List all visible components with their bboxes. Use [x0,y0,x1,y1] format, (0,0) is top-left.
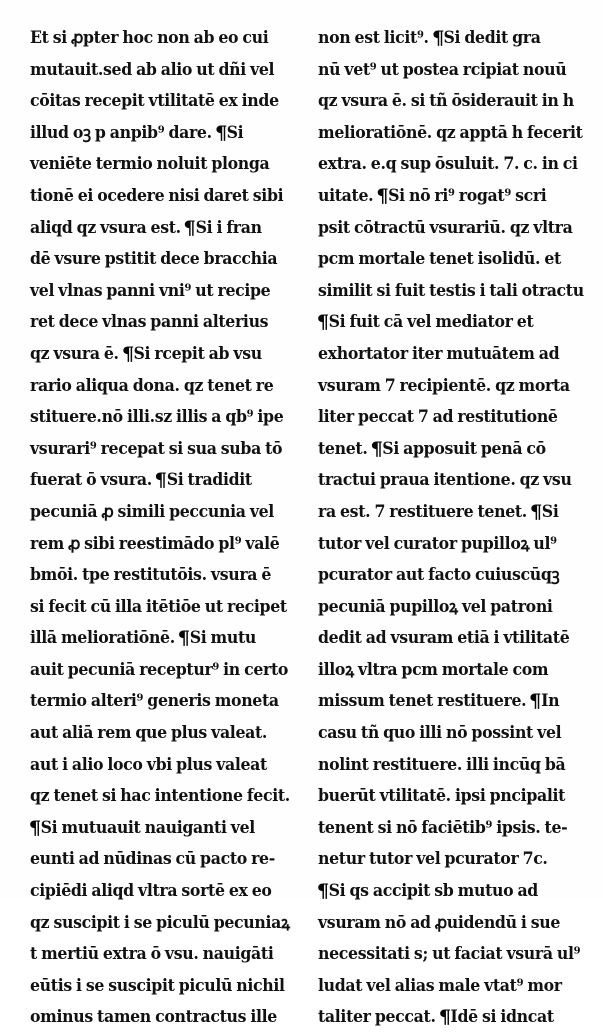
text-line: missum tenet restituere. ¶In [318,685,566,717]
text-line: veniēte termio noluit plonga [30,154,270,174]
paragraph-mark-icon: ¶ [529,689,542,712]
text-line: vsuram 7 recipientē. qz morta [318,375,570,395]
text-line: qz vsura ē. si tñ ōsiderauit in h [318,91,574,111]
text-line: buerūt vtilitatē. ipsi pncipalit [318,786,566,806]
text-line: extra. e.q sup ōsuluit. 7. c. in ci [318,154,578,174]
text-line: ¶Si fuit cā vel mediator et [318,306,566,338]
text-line: uitate. ¶Si nō ri⁹ rogat⁹ scri [318,180,566,212]
text-line: si fecit cū illa itētiōe ut recipet [30,596,287,616]
text-line: vsurari⁹ recepat si sua suba tō [30,438,283,458]
text-line: t mertiū extra ō vsu. nauigāti [30,944,274,964]
text-line: casu tñ quo illi nō possint vel [318,723,562,743]
text-line: qz tenet si hac intentione fecit. [30,786,290,806]
text-line: aut i alio loco vbi plus valeat [30,754,267,774]
text-line: non est licit⁹. ¶Si dedit gra [318,22,566,54]
text-line: rario aliqua dona. qz tenet re [30,375,274,395]
paragraph-mark-icon: ¶ [316,879,329,902]
paragraph-mark-icon: ¶ [431,26,444,49]
text-line: mutauit.sed ab alio ut dñi vel [30,59,275,79]
paragraph-mark-icon: ¶ [214,121,227,144]
text-line: stituere.nō illi.sz illis a qb⁹ ipe [30,407,284,427]
text-line: eunti ad nūdinas cū pacto re- [30,849,275,869]
text-line: tractui praua itentione. qz vsu [318,470,572,490]
text-line: fuerat ō vsura. ¶Si tradidit [30,464,282,496]
text-line: termio alteri⁹ generis moneta [30,691,279,711]
text-line: exhortator iter mutuātem ad [318,343,560,363]
paragraph-mark-icon: ¶ [154,468,167,491]
text-line: nū vet⁹ ut postea rcipiat nouū [318,59,567,79]
text-line: cipiēdi aliqd vltra sortē ex eo [30,881,272,901]
text-line: ¶Si qs accipit sb mutuo ad [318,875,566,907]
text-line: auit pecuniā receptur⁹ in certo [30,659,289,679]
text-line: qz vsura ē. ¶Si rcepit ab vsu [30,338,282,370]
text-line: liter peccat 7 ad restitutionē [318,407,558,427]
text-line: taliter peccat. ¶Idē si idncat [318,1001,566,1033]
text-line: illā melioratiōnē. ¶Si mutu [30,622,282,654]
text-line: aliqd qz vsura est. ¶Si i fran [30,212,282,244]
text-line: cōitas recepit vtilitatē ex inde [30,91,279,111]
text-line: dē vsure pstitit dece bracchia [30,249,278,269]
text-line: illud oꝫ p anpib⁹ dare. ¶Si [30,117,282,149]
paragraph-mark-icon: ¶ [370,437,383,460]
paragraph-mark-icon: ¶ [177,626,190,649]
text-line: ra est. 7 restituere tenet. ¶Si [318,496,566,528]
paragraph-mark-icon: ¶ [316,310,329,333]
text-line: pecuniā ꝓ simili peccunia vel [30,501,274,521]
right-text-column [316,22,584,1033]
text-line: ludat vel alias male vtat⁹ mor [318,975,562,995]
text-line: pecuniā pupilloꝝ vel patroni [318,596,553,616]
paragraph-mark-icon: ¶ [121,342,134,365]
text-line: pcurator aut facto cuiuscūqꝫ [318,565,560,585]
text-line: dedit ad vsuram etiā i vtilitatē [318,628,570,648]
text-line: eūtis i se suscipit piculū nichil [30,975,285,995]
text-line: ret dece vlnas panni alterius [30,312,269,332]
text-line: similit si fuit testis i tali otractu [318,280,584,300]
text-line: netur tutor vel pcurator 7c. [318,849,548,869]
paragraph-mark-icon: ¶ [28,816,41,839]
text-line: pcm mortale tenet isolidū. et [318,249,561,269]
paragraph-mark-icon: ¶ [438,1005,451,1028]
text-line: tionē ei ocedere nisi daret sibi [30,185,284,205]
text-line: qz suscipit i se piculū pecuniaꝝ [30,912,290,932]
text-line: tutor vel curator pupilloꝝ ul⁹ [318,533,557,553]
text-line: melioratiōnē. qz apptā h fecerit [318,122,583,142]
text-line: psit cōtractū vsurariū. qz vltra [318,217,573,237]
text-line: nolint restituere. illi incūq bā [318,754,566,774]
text-line: ominus tamen contractus ille [30,1007,277,1027]
text-line: bmōi. tpe restitutōis. vsura ē [30,565,272,585]
text-line: necessitati s; ut faciat vsurā ul⁹ [318,944,581,964]
paragraph-mark-icon: ¶ [183,216,196,238]
text-line: ¶Si mutuauit nauiganti vel [30,812,282,844]
text-line: aut aliā rem que plus valeat. [30,723,268,743]
text-line: illoꝝ vltra pcm mortale com [318,659,549,679]
text-line: vsuram nō ad ꝓuidendū i sue [318,912,561,932]
paragraph-mark-icon: ¶ [529,500,543,523]
text-line: vel vlnas panni vni⁹ ut recipe [30,280,271,300]
text-line: tenet. ¶Si apposuit penā cō [318,433,566,465]
text-line: rem ꝓ sibi reestimādo pl⁹ valē [30,533,280,553]
left-text-column [30,22,292,1033]
text-line: Et si ꝓpter hoc non ab eo cui [30,28,269,47]
paragraph-mark-icon: ¶ [376,184,389,207]
text-line: tenent si nō faciētib⁹ ipsis. te- [318,817,568,837]
